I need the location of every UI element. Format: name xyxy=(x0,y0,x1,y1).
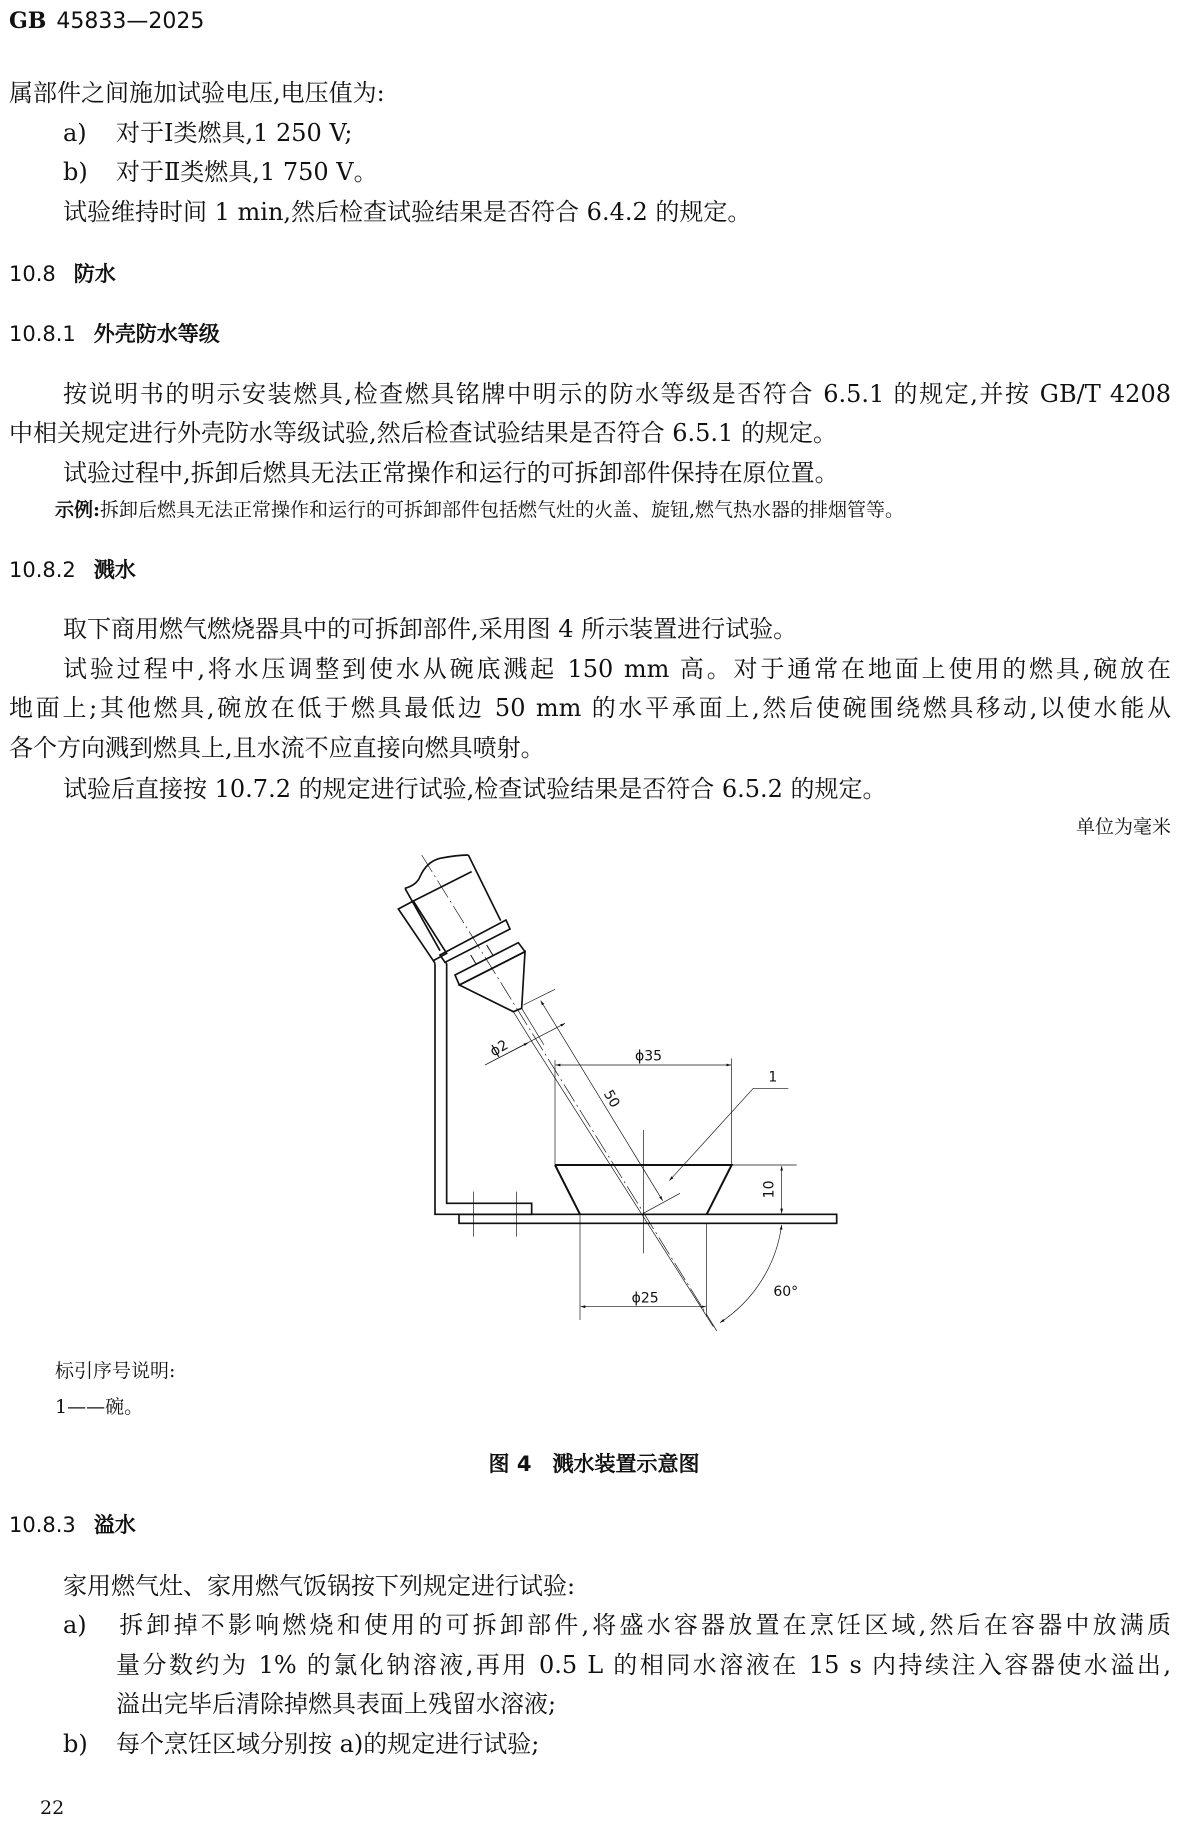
paragraph-line: 试验后直接按 10.7.2 的规定进行试验,检查试验结果是否符合 6.5.2 的规定。 xyxy=(63,775,887,803)
list-label: b) xyxy=(63,158,88,186)
paragraph-line: 各个方向溅到燃具上,且水流不应直接向燃具喷射。 xyxy=(9,734,545,762)
section-number: 10.8.2 xyxy=(9,558,76,582)
figure-key-item: 1——碗。 xyxy=(55,1396,144,1418)
list-text: 对于Ⅰ类燃具,1 250 V; xyxy=(116,119,353,147)
paragraph-line: 中相关规定进行外壳防水等级试验,然后检查试验结果是否符合 6.5.1 的规定。 xyxy=(9,419,837,447)
stand xyxy=(435,963,532,1214)
dim-nozzle-label: ϕ2 xyxy=(487,1037,512,1061)
list-item-b xyxy=(63,157,1171,187)
list-item-a xyxy=(63,1610,1171,1640)
callout-label: 1 xyxy=(768,1069,778,1086)
standard-prefix: GB xyxy=(9,8,47,34)
nozzle-centerline xyxy=(422,855,719,1333)
paragraph-line: 试验过程中,将水压调整到使水从碗底溅起 150 mm 高。对于通常在地面上使用的燃具,碗放在 xyxy=(63,655,1171,683)
section-number: 10.8.1 xyxy=(9,322,76,346)
section-heading-10-8-1 xyxy=(9,319,220,349)
dim-top-diameter-label: ϕ35 xyxy=(635,1048,663,1065)
list-label: a) xyxy=(63,119,87,147)
section-heading-10-8 xyxy=(9,259,116,289)
list-text: 对于Ⅱ类燃具,1 750 V。 xyxy=(116,158,378,186)
paragraph-line: 试验过程中,拆卸后燃具无法正常操作和运行的可拆卸部件保持在原位置。 xyxy=(63,459,839,487)
list-label: a) xyxy=(63,1611,87,1639)
figure-caption: 图 4 溅水装置示意图 xyxy=(488,1452,700,1476)
section-number: 10.8.3 xyxy=(9,1513,76,1537)
example-note xyxy=(55,495,1171,525)
example-label: 示例: xyxy=(55,499,101,521)
list-item-b xyxy=(63,1729,1171,1759)
section-title: 溢水 xyxy=(93,1513,136,1537)
water-jet-line xyxy=(535,1047,713,1327)
list-text: 每个烹饪区域分别按 a)的规定进行试验; xyxy=(116,1730,540,1758)
list-continuation: 量分数约为 1% 的氯化钠溶液,再用 0.5 L 的相同水溶液在 15 s 内持续注入容器使水溢出, xyxy=(116,1651,1171,1679)
paragraph-line: 取下商用燃气燃烧器具中的可拆卸部件,采用图 4 所示装置进行试验。 xyxy=(63,615,798,643)
dim-angle-label: 60° xyxy=(773,1284,799,1300)
paragraph-line: 按说明书的明示安装燃具,检查燃具铭牌中明示的防水等级是否符合 6.5.1 的规定,并按 GB/T 4208 xyxy=(63,380,1171,408)
paragraph-line: 属部件之间施加试验电压,电压值为: xyxy=(9,79,385,107)
list-text: 拆卸掉不影响燃烧和使用的可拆卸部件,将盛水容器放置在烹饪区域,然后在容器中放满质 xyxy=(116,1611,1171,1639)
dim-height-label: 10 xyxy=(761,1180,778,1199)
list-label: b) xyxy=(63,1730,88,1758)
section-number: 10.8 xyxy=(9,262,56,286)
section-title: 防水 xyxy=(73,262,116,286)
section-heading-10-8-2 xyxy=(9,555,136,585)
paragraph-line: 地面上;其他燃具,碗放在低于燃具最低边 50 mm 的水平承面上,然后使碗围绕燃具移动,以使水能从 xyxy=(9,694,1171,722)
base-plate xyxy=(459,1214,837,1223)
dim-bottom-diameter-label: ϕ25 xyxy=(631,1290,659,1307)
splash-apparatus-figure xyxy=(380,830,860,1350)
paragraph-line: 家用燃气灶、家用燃气饭锅按下列规定进行试验: xyxy=(63,1572,576,1600)
list-continuation: 溢出完毕后清除掉燃具表面上残留水溶液; xyxy=(116,1690,557,1718)
example-text: 拆卸后燃具无法正常操作和运行的可拆卸部件包括燃气灶的火盖、旋钮,燃气热水器的排烟管等。 xyxy=(100,499,905,521)
document-code xyxy=(9,8,204,34)
units-note: 单位为毫米 xyxy=(1075,816,1171,838)
standard-number: 45833—2025 xyxy=(56,9,205,34)
list-item-a xyxy=(63,118,1171,148)
paragraph-line: 试验维持时间 1 min,然后检查试验结果是否符合 6.4.2 的规定。 xyxy=(63,198,752,226)
section-title: 溅水 xyxy=(93,558,136,582)
dim-distance-label: 50 xyxy=(599,1087,623,1111)
page-number: 22 xyxy=(40,1797,65,1819)
nozzle-assembly xyxy=(398,855,525,1012)
section-heading-10-8-3 xyxy=(9,1510,136,1540)
figure-key-heading: 标引序号说明: xyxy=(55,1360,176,1382)
section-title: 外壳防水等级 xyxy=(93,322,220,346)
